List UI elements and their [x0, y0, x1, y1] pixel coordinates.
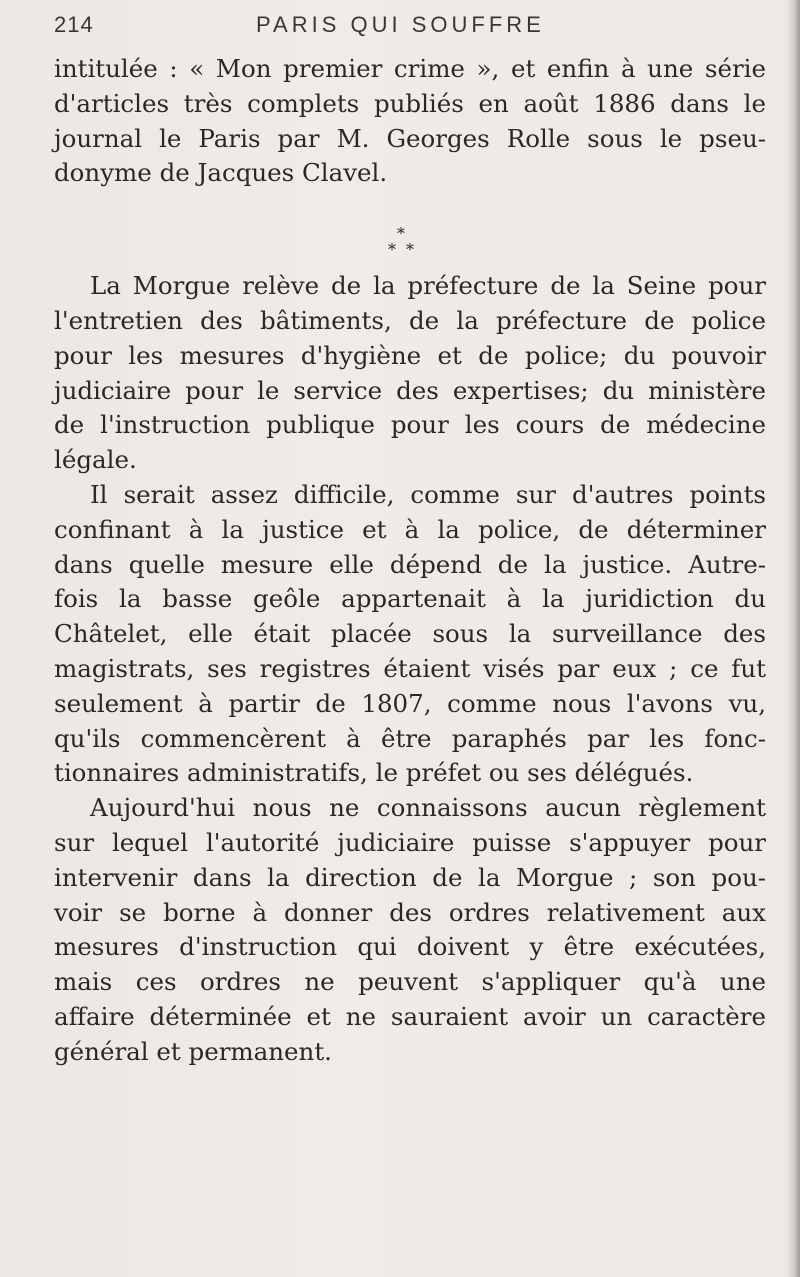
text-line: journal le Paris par M. Georges Rolle sous le pseu- — [54, 123, 766, 153]
page-number: 214 — [54, 12, 94, 37]
text-line: intitulée : « Mon premier crime », et enfin à une série — [54, 54, 766, 83]
text-line: qu'ils commencèrent à être paraphés par les fonc- — [54, 723, 766, 753]
text-line: seulement à partir de 1807, comme nous l'avons vu, — [54, 688, 766, 718]
paragraph — [54, 269, 766, 478]
text-line: mesures d'instruction qui doivent y être exécutées, — [54, 932, 766, 962]
text-line: général et permanent. — [54, 1036, 332, 1066]
paragraph — [54, 791, 766, 1069]
text-line: dans quelle mesure elle dépend de la justice. Autre- — [54, 549, 766, 579]
text-line: La Morgue relève de la préfecture de la Seine pour — [90, 271, 766, 301]
text-line: de l'instruction publique pour les cours de médecine — [54, 410, 766, 440]
text-line: l'entretien des bâtiments, de la préfecture de police — [54, 305, 766, 335]
text-line: confinant à la justice et à la police, de déterminer — [54, 514, 766, 544]
asterism-star: * — [388, 240, 396, 260]
text-line: Aujourd'hui nous ne connaissons aucun règlement — [90, 793, 766, 823]
text-line: d'articles très complets publiés en août 1886 dans le — [54, 88, 766, 118]
asterism-star: * — [406, 240, 414, 260]
text-line: intervenir dans la direction de la Morgue ; son pou- — [54, 862, 766, 892]
page-header — [54, 6, 774, 46]
page-edge-shadow — [786, 0, 800, 1277]
text-line: judiciaire pour le service des expertises; du ministère — [54, 375, 766, 405]
text-line: Il serait assez difficile, comme sur d'autres points — [90, 479, 766, 509]
text-line: mais ces ordres ne peuvent s'appliquer qu'à une — [54, 967, 766, 997]
text-line: pour les mesures d'hygiène et de police; du pouvoir — [54, 340, 766, 370]
text-line: magistrats, ses registres étaient visés par eux ; ce fut — [54, 653, 766, 683]
body-text — [54, 52, 766, 1070]
text-line: fois la basse geôle appartenait à la juridiction du — [54, 584, 766, 614]
text-line: tionnaires administratifs, le préfet ou ses délégués. — [54, 758, 694, 788]
text-line: donyme de Jacques Clavel. — [54, 158, 388, 188]
text-line: voir se borne à donner des ordres relativement aux — [54, 897, 766, 927]
text-line: légale. — [54, 445, 137, 475]
text-line: sur lequel l'autorité judiciaire puisse s'appuyer pour — [54, 827, 766, 857]
paragraph — [54, 478, 766, 791]
running-head: PARIS QUI SOUFFRE — [256, 12, 545, 37]
text-line: affaire déterminée et ne sauraient avoir un caractère — [54, 1001, 766, 1031]
paragraph — [54, 52, 766, 191]
text-line: Châtelet, elle était placée sous la surveillance des — [54, 619, 766, 649]
asterism-star: * — [397, 224, 405, 244]
asterism-separator — [54, 191, 766, 269]
